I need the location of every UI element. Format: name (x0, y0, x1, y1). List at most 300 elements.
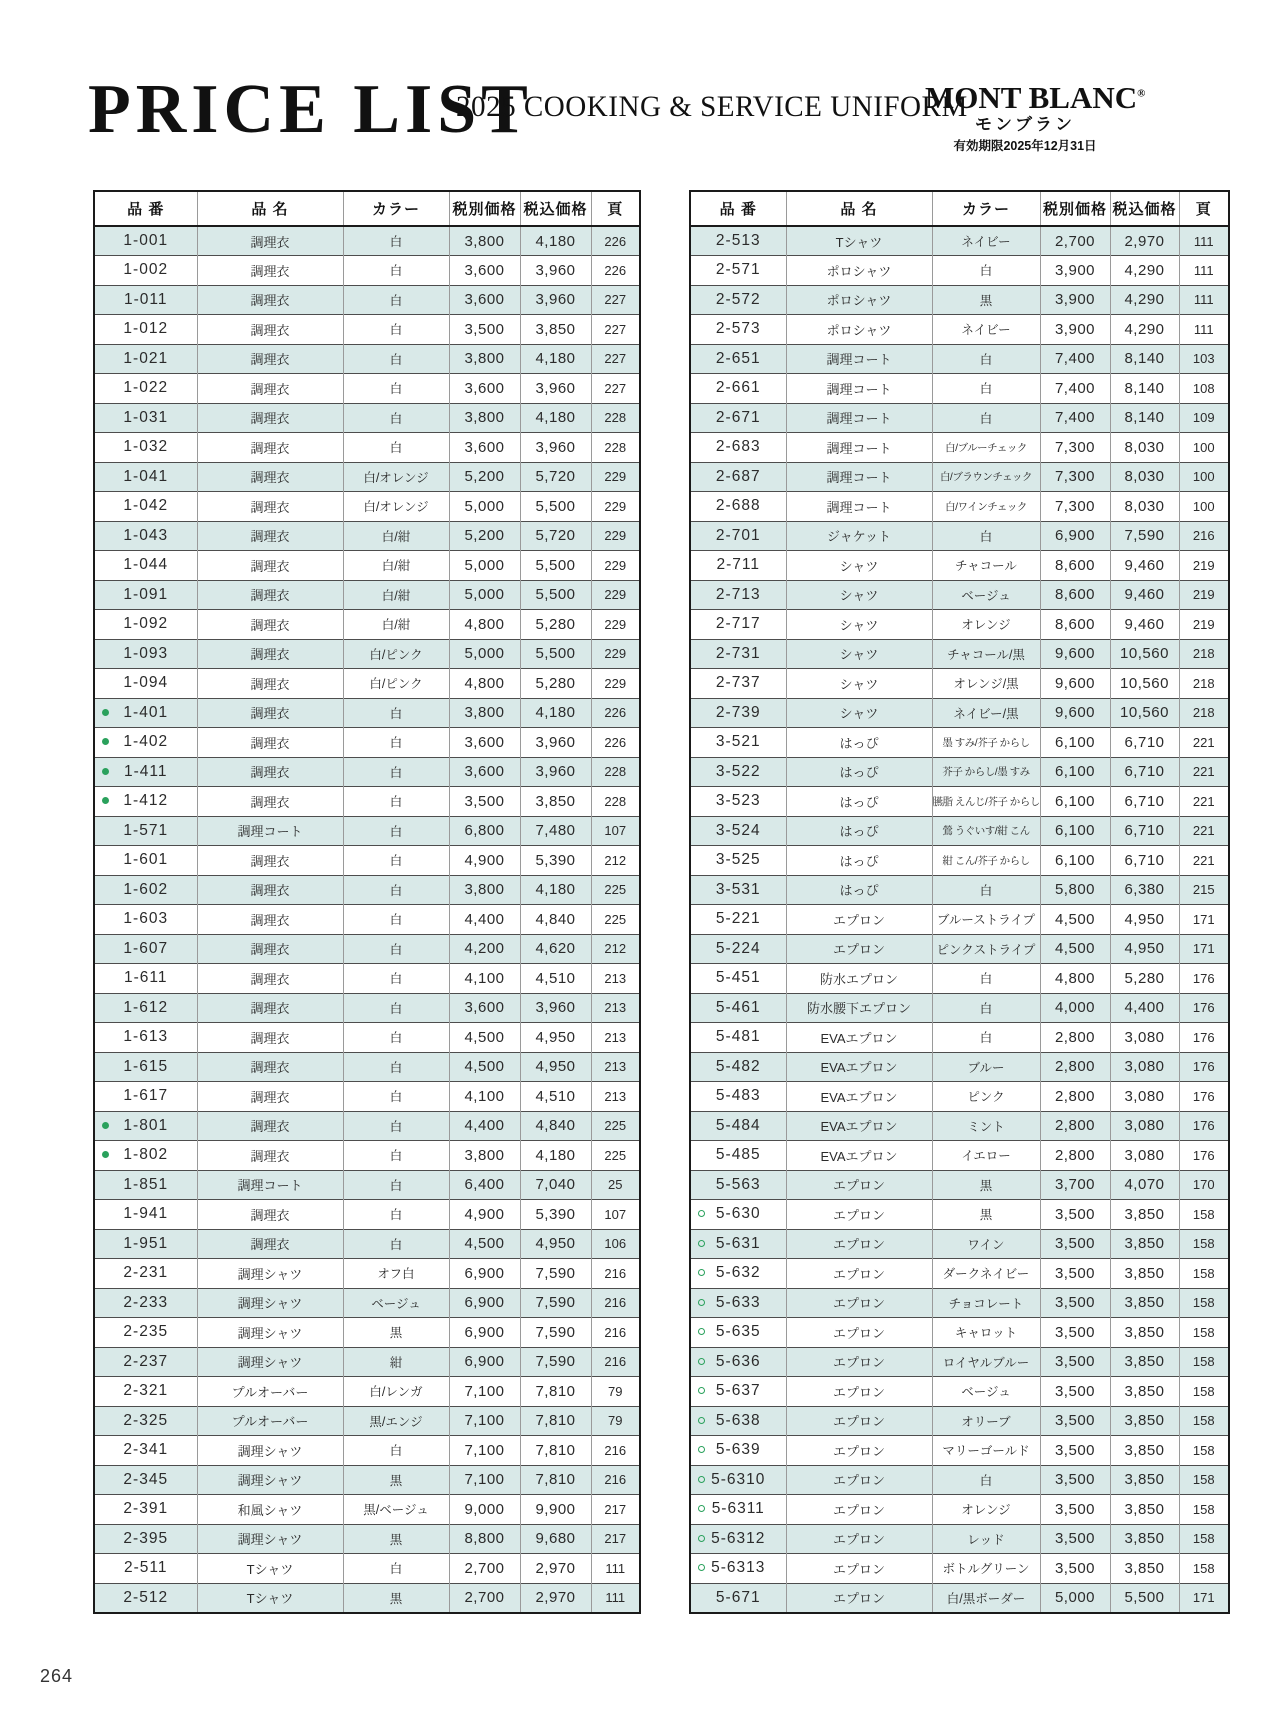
item-no-cell: 2-325 (94, 1406, 197, 1436)
page-ref-cell: 213 (591, 1052, 640, 1082)
item-no-cell: 5-633 (690, 1288, 786, 1318)
price-extax-cell: 4,100 (449, 964, 520, 994)
price-incltax-cell: 8,030 (1110, 462, 1179, 492)
color-cell: オレンジ/黒 (932, 669, 1040, 699)
table-row (94, 610, 640, 640)
item-no-cell: 5-451 (690, 964, 786, 994)
price-extax-cell: 8,600 (1040, 610, 1110, 640)
price-extax-cell: 5,200 (449, 462, 520, 492)
price-incltax-cell: 3,850 (1110, 1259, 1179, 1289)
item-no-cell: 2-688 (690, 492, 786, 522)
price-extax-cell: 6,400 (449, 1170, 520, 1200)
page-title: PRICE LIST (88, 71, 533, 148)
page-ref-cell: 226 (591, 226, 640, 256)
item-name-cell: 調理衣 (197, 1052, 343, 1082)
item-name-cell: 調理衣 (197, 875, 343, 905)
table-row (94, 639, 640, 669)
color-cell: ダークネイビー (932, 1259, 1040, 1289)
item-name-cell: 調理シャツ (197, 1436, 343, 1466)
item-name-cell: 調理衣 (197, 374, 343, 404)
column-header-price-extax: 税別価格 (449, 191, 520, 226)
item-no-cell: 2-572 (690, 285, 786, 315)
brand-kana: モンブラン (975, 114, 1075, 134)
item-name-cell: Tシャツ (786, 226, 932, 256)
item-name-cell: 調理衣 (197, 1082, 343, 1112)
page-ref-cell: 216 (1179, 521, 1229, 551)
item-no-cell: 2-231 (94, 1259, 197, 1289)
page-ref-cell: 221 (1179, 728, 1229, 758)
price-extax-cell: 6,900 (449, 1318, 520, 1348)
price-extax-cell: 4,500 (449, 1023, 520, 1053)
item-no-cell: 2-571 (690, 256, 786, 286)
page-subtitle: 2025 COOKING & SERVICE UNIFORM (456, 90, 968, 123)
page-ref-cell: 176 (1179, 1111, 1229, 1141)
price-extax-cell: 6,900 (449, 1288, 520, 1318)
item-no-cell: 2-235 (94, 1318, 197, 1348)
table-row (94, 1583, 640, 1613)
item-name-cell: エプロン (786, 1406, 932, 1436)
item-name-cell: エプロン (786, 1259, 932, 1289)
item-name-cell: 調理衣 (197, 256, 343, 286)
page-ref-cell: 176 (1179, 964, 1229, 994)
item-no-cell: 5-224 (690, 934, 786, 964)
price-incltax-cell: 5,390 (520, 846, 591, 876)
page-ref-cell: 158 (1179, 1229, 1229, 1259)
price-incltax-cell: 3,850 (520, 787, 591, 817)
color-cell: 白 (343, 1229, 449, 1259)
item-no-cell: 1-043 (94, 521, 197, 551)
green-circle-icon (698, 1564, 705, 1571)
price-extax-cell: 2,800 (1040, 1082, 1110, 1112)
price-extax-cell: 5,200 (449, 521, 520, 551)
item-no-cell: 5-635 (690, 1318, 786, 1348)
page-ref-cell: 213 (591, 964, 640, 994)
page-ref-cell: 108 (1179, 374, 1229, 404)
item-name-cell: Tシャツ (197, 1583, 343, 1613)
item-name-cell: プルオーバー (197, 1377, 343, 1407)
item-no-cell: 2-713 (690, 580, 786, 610)
price-incltax-cell: 7,810 (520, 1436, 591, 1466)
page-ref-cell: 158 (1179, 1259, 1229, 1289)
page-ref-cell: 228 (591, 757, 640, 787)
color-cell: 白 (932, 1023, 1040, 1053)
page-ref-cell: 227 (591, 344, 640, 374)
price-extax-cell: 6,100 (1040, 787, 1110, 817)
item-no-cell: 1-612 (94, 993, 197, 1023)
price-extax-cell: 3,500 (1040, 1377, 1110, 1407)
color-cell: チョコレート (932, 1288, 1040, 1318)
color-cell: 白 (343, 964, 449, 994)
price-incltax-cell: 3,850 (1110, 1436, 1179, 1466)
color-cell: 白 (343, 1436, 449, 1466)
green-dot-icon (102, 1122, 109, 1129)
price-incltax-cell: 3,850 (520, 315, 591, 345)
item-no-cell: 2-341 (94, 1436, 197, 1466)
item-name-cell: 調理衣 (197, 285, 343, 315)
page-ref-cell: 176 (1179, 1023, 1229, 1053)
price-incltax-cell: 5,280 (520, 610, 591, 640)
item-name-cell: 調理シャツ (197, 1524, 343, 1554)
green-dot-icon (102, 797, 109, 804)
color-cell: 白 (343, 698, 449, 728)
item-no-cell: 5-483 (690, 1082, 786, 1112)
price-extax-cell: 7,400 (1040, 344, 1110, 374)
price-extax-cell: 4,100 (449, 1082, 520, 1112)
color-cell: 黒 (343, 1583, 449, 1613)
color-cell: 黒 (343, 1524, 449, 1554)
price-extax-cell: 4,800 (449, 669, 520, 699)
table-row (690, 1288, 1229, 1318)
page-ref-cell: 212 (591, 846, 640, 876)
page-ref-cell: 216 (591, 1288, 640, 1318)
brand-block (925, 80, 1146, 154)
table-row (690, 1583, 1229, 1613)
price-incltax-cell: 3,850 (1110, 1288, 1179, 1318)
price-incltax-cell: 9,900 (520, 1495, 591, 1525)
table-row (690, 521, 1229, 551)
column-header-item-name: 品 名 (197, 191, 343, 226)
price-extax-cell: 4,500 (449, 1052, 520, 1082)
page-ref-cell: 226 (591, 728, 640, 758)
item-name-cell: シャツ (786, 610, 932, 640)
price-incltax-cell: 7,480 (520, 816, 591, 846)
price-incltax-cell: 10,560 (1110, 639, 1179, 669)
item-no-cell: 5-6311 (690, 1495, 786, 1525)
price-extax-cell: 5,000 (449, 492, 520, 522)
item-name-cell: 調理コート (786, 462, 932, 492)
item-no-cell: 1-571 (94, 816, 197, 846)
price-incltax-cell: 7,590 (520, 1318, 591, 1348)
item-no-cell: 2-513 (690, 226, 786, 256)
price-extax-cell: 3,500 (1040, 1288, 1110, 1318)
color-cell: 白/ピンク (343, 669, 449, 699)
item-no-cell: 5-639 (690, 1436, 786, 1466)
price-incltax-cell: 7,810 (520, 1406, 591, 1436)
item-name-cell: エプロン (786, 1170, 932, 1200)
table-row (690, 1377, 1229, 1407)
item-no-cell: 1-002 (94, 256, 197, 286)
item-no-cell: 2-345 (94, 1465, 197, 1495)
page-ref-cell: 109 (1179, 403, 1229, 433)
page-ref-cell: 170 (1179, 1170, 1229, 1200)
item-no-cell: 5-632 (690, 1259, 786, 1289)
price-incltax-cell: 3,850 (1110, 1495, 1179, 1525)
price-extax-cell: 2,700 (449, 1554, 520, 1584)
item-no-cell: 1-011 (94, 285, 197, 315)
price-extax-cell: 3,600 (449, 728, 520, 758)
color-cell: 白 (932, 875, 1040, 905)
item-no-cell: 3-524 (690, 816, 786, 846)
table-row (690, 1406, 1229, 1436)
item-no-cell: 5-671 (690, 1583, 786, 1613)
price-extax-cell: 6,100 (1040, 757, 1110, 787)
table-row (94, 1141, 640, 1171)
item-name-cell: はっぴ (786, 846, 932, 876)
item-name-cell: エプロン (786, 1318, 932, 1348)
item-name-cell: 調理衣 (197, 315, 343, 345)
page-ref-cell: 176 (1179, 1082, 1229, 1112)
table-row (690, 1200, 1229, 1230)
table-row (94, 964, 640, 994)
item-no-cell: 3-525 (690, 846, 786, 876)
green-circle-icon (698, 1240, 705, 1247)
table-row (94, 1288, 640, 1318)
price-extax-cell: 7,300 (1040, 462, 1110, 492)
table-row (94, 1495, 640, 1525)
table-row (94, 934, 640, 964)
page-ref-cell: 229 (591, 462, 640, 492)
price-incltax-cell: 10,560 (1110, 669, 1179, 699)
page-ref-cell: 221 (1179, 787, 1229, 817)
item-no-cell: 2-661 (690, 374, 786, 404)
item-name-cell: 調理シャツ (197, 1465, 343, 1495)
table-row (94, 462, 640, 492)
price-incltax-cell: 3,080 (1110, 1111, 1179, 1141)
color-cell: ピンク (932, 1082, 1040, 1112)
price-extax-cell: 6,900 (1040, 521, 1110, 551)
column-header-price-incltax: 税込価格 (520, 191, 591, 226)
price-incltax-cell: 4,950 (1110, 905, 1179, 935)
item-name-cell: Tシャツ (197, 1554, 343, 1584)
price-extax-cell: 3,500 (449, 787, 520, 817)
page-ref-cell: 229 (591, 551, 640, 581)
color-cell: 白 (932, 1465, 1040, 1495)
color-cell: チャコール/黒 (932, 639, 1040, 669)
table-row (94, 1082, 640, 1112)
price-extax-cell: 9,600 (1040, 639, 1110, 669)
item-no-cell: 5-563 (690, 1170, 786, 1200)
item-no-cell: 3-531 (690, 875, 786, 905)
item-name-cell: シャツ (786, 669, 932, 699)
table-row (690, 1082, 1229, 1112)
price-incltax-cell: 4,290 (1110, 285, 1179, 315)
table-row (690, 816, 1229, 846)
table-row (690, 639, 1229, 669)
price-incltax-cell: 4,180 (520, 403, 591, 433)
item-no-cell: 3-523 (690, 787, 786, 817)
table-row (94, 846, 640, 876)
item-no-cell: 1-032 (94, 433, 197, 463)
page-ref-cell: 218 (1179, 669, 1229, 699)
table-row (690, 256, 1229, 286)
price-extax-cell: 3,500 (1040, 1495, 1110, 1525)
page-ref-cell: 111 (1179, 285, 1229, 315)
item-name-cell: ポロシャツ (786, 285, 932, 315)
color-cell: 黒 (932, 285, 1040, 315)
color-cell: 紺 こん/芥子 からし (932, 846, 1040, 876)
page-ref-cell: 225 (591, 1141, 640, 1171)
price-incltax-cell: 6,710 (1110, 846, 1179, 876)
page-ref-cell: 111 (1179, 256, 1229, 286)
item-no-cell: 1-951 (94, 1229, 197, 1259)
column-header-item-no: 品 番 (690, 191, 786, 226)
color-cell: オレンジ (932, 1495, 1040, 1525)
item-name-cell: ポロシャツ (786, 315, 932, 345)
price-extax-cell: 7,300 (1040, 492, 1110, 522)
page-ref-cell: 225 (591, 905, 640, 935)
table-row (94, 1170, 640, 1200)
item-name-cell: シャツ (786, 639, 932, 669)
table-row (690, 1554, 1229, 1584)
item-name-cell: エプロン (786, 1200, 932, 1230)
item-name-cell: エプロン (786, 1436, 932, 1466)
item-name-cell: ジャケット (786, 521, 932, 551)
item-name-cell: エプロン (786, 905, 932, 935)
price-incltax-cell: 5,500 (520, 639, 591, 669)
item-name-cell: 調理シャツ (197, 1259, 343, 1289)
table-row (690, 875, 1229, 905)
item-no-cell: 2-321 (94, 1377, 197, 1407)
item-no-cell: 1-041 (94, 462, 197, 492)
item-name-cell: 調理衣 (197, 993, 343, 1023)
table-row (94, 757, 640, 787)
color-cell: 白 (343, 1170, 449, 1200)
item-name-cell: 防水エプロン (786, 964, 932, 994)
green-dot-icon (102, 738, 109, 745)
price-incltax-cell: 3,850 (1110, 1377, 1179, 1407)
table-row (94, 1200, 640, 1230)
item-no-cell: 1-607 (94, 934, 197, 964)
item-no-cell: 2-737 (690, 669, 786, 699)
item-no-cell: 1-031 (94, 403, 197, 433)
page-ref-cell: 216 (591, 1259, 640, 1289)
price-extax-cell: 6,100 (1040, 846, 1110, 876)
color-cell: 白 (343, 315, 449, 345)
item-name-cell: 防水腰下エプロン (786, 993, 932, 1023)
table-row (94, 344, 640, 374)
price-extax-cell: 7,400 (1040, 374, 1110, 404)
price-extax-cell: 2,800 (1040, 1023, 1110, 1053)
price-extax-cell: 6,800 (449, 816, 520, 846)
table-row (94, 521, 640, 551)
price-incltax-cell: 8,140 (1110, 344, 1179, 374)
price-extax-cell: 7,100 (449, 1465, 520, 1495)
page-ref-cell: 176 (1179, 1141, 1229, 1171)
item-no-cell: 1-611 (94, 964, 197, 994)
page-ref-cell: 229 (591, 610, 640, 640)
table-row (94, 1347, 640, 1377)
price-incltax-cell: 8,030 (1110, 433, 1179, 463)
color-cell: オフ白 (343, 1259, 449, 1289)
green-dot-icon (102, 1151, 109, 1158)
item-name-cell: 和風シャツ (197, 1495, 343, 1525)
price-incltax-cell: 5,390 (520, 1200, 591, 1230)
item-no-cell: 1-012 (94, 315, 197, 345)
item-name-cell: 調理コート (786, 403, 932, 433)
price-extax-cell: 3,800 (449, 344, 520, 374)
price-incltax-cell: 9,680 (520, 1524, 591, 1554)
item-name-cell: 調理衣 (197, 344, 343, 374)
page-ref-cell: 225 (591, 1111, 640, 1141)
table-row (690, 285, 1229, 315)
color-cell: 白 (343, 256, 449, 286)
price-extax-cell: 3,600 (449, 256, 520, 286)
price-extax-cell: 4,900 (449, 846, 520, 876)
price-incltax-cell: 3,080 (1110, 1052, 1179, 1082)
color-cell: ネイビー/黒 (932, 698, 1040, 728)
table-row (94, 875, 640, 905)
page-ref-cell: 216 (591, 1347, 640, 1377)
table-row (690, 1023, 1229, 1053)
item-no-cell: 2-739 (690, 698, 786, 728)
page-ref-cell: 103 (1179, 344, 1229, 374)
price-extax-cell: 2,800 (1040, 1111, 1110, 1141)
price-incltax-cell: 3,960 (520, 757, 591, 787)
price-extax-cell: 3,800 (449, 875, 520, 905)
color-cell: ネイビー (932, 226, 1040, 256)
page-ref-cell: 221 (1179, 757, 1229, 787)
price-extax-cell: 7,400 (1040, 403, 1110, 433)
item-no-cell: 5-6313 (690, 1554, 786, 1584)
item-name-cell: 調理衣 (197, 433, 343, 463)
price-incltax-cell: 5,500 (520, 580, 591, 610)
table-row (690, 1111, 1229, 1141)
green-dot-icon (102, 768, 109, 775)
page-ref-cell: 218 (1179, 639, 1229, 669)
price-extax-cell: 9,600 (1040, 669, 1110, 699)
price-incltax-cell: 5,720 (520, 521, 591, 551)
table-row (690, 403, 1229, 433)
price-incltax-cell: 8,030 (1110, 492, 1179, 522)
item-name-cell: はっぴ (786, 757, 932, 787)
registered-trademark-icon: ® (1137, 87, 1146, 100)
table-row (690, 1318, 1229, 1348)
price-incltax-cell: 5,500 (1110, 1583, 1179, 1613)
item-name-cell: 調理衣 (197, 846, 343, 876)
page-ref-cell: 158 (1179, 1200, 1229, 1230)
table-row (690, 433, 1229, 463)
item-no-cell: 1-044 (94, 551, 197, 581)
item-no-cell: 5-636 (690, 1347, 786, 1377)
price-incltax-cell: 4,290 (1110, 315, 1179, 345)
color-cell: 墨 すみ/芥子 からし (932, 728, 1040, 758)
page-ref-cell: 216 (591, 1465, 640, 1495)
item-name-cell: 調理衣 (197, 492, 343, 522)
color-cell: 芥子 からし/墨 すみ (932, 757, 1040, 787)
price-tables (93, 190, 1230, 1614)
table-row (94, 285, 640, 315)
table-row (690, 787, 1229, 817)
page-ref-cell: 213 (591, 993, 640, 1023)
table-row (94, 698, 640, 728)
page-ref-cell: 219 (1179, 610, 1229, 640)
price-extax-cell: 3,500 (1040, 1406, 1110, 1436)
column-header-price-extax: 税別価格 (1040, 191, 1110, 226)
price-incltax-cell: 3,960 (520, 256, 591, 286)
price-incltax-cell: 4,290 (1110, 256, 1179, 286)
brand-logo-text: MONT BLANC (925, 80, 1138, 115)
page-ref-cell: 212 (591, 934, 640, 964)
price-extax-cell: 3,600 (449, 433, 520, 463)
price-extax-cell: 3,600 (449, 757, 520, 787)
price-incltax-cell: 3,080 (1110, 1082, 1179, 1112)
item-no-cell: 5-481 (690, 1023, 786, 1053)
green-circle-icon (698, 1446, 705, 1453)
column-header-price-incltax: 税込価格 (1110, 191, 1179, 226)
page-ref-cell: 158 (1179, 1524, 1229, 1554)
price-incltax-cell: 3,850 (1110, 1200, 1179, 1230)
item-name-cell: 調理シャツ (197, 1288, 343, 1318)
page-ref-cell: 229 (591, 639, 640, 669)
page-number: 264 (40, 1666, 74, 1686)
page-ref-cell: 158 (1179, 1465, 1229, 1495)
green-circle-icon (698, 1417, 705, 1424)
page-ref-cell: 228 (591, 787, 640, 817)
table-row (94, 993, 640, 1023)
price-incltax-cell: 4,840 (520, 1111, 591, 1141)
item-name-cell: 調理衣 (197, 905, 343, 935)
color-cell: 白 (343, 1141, 449, 1171)
